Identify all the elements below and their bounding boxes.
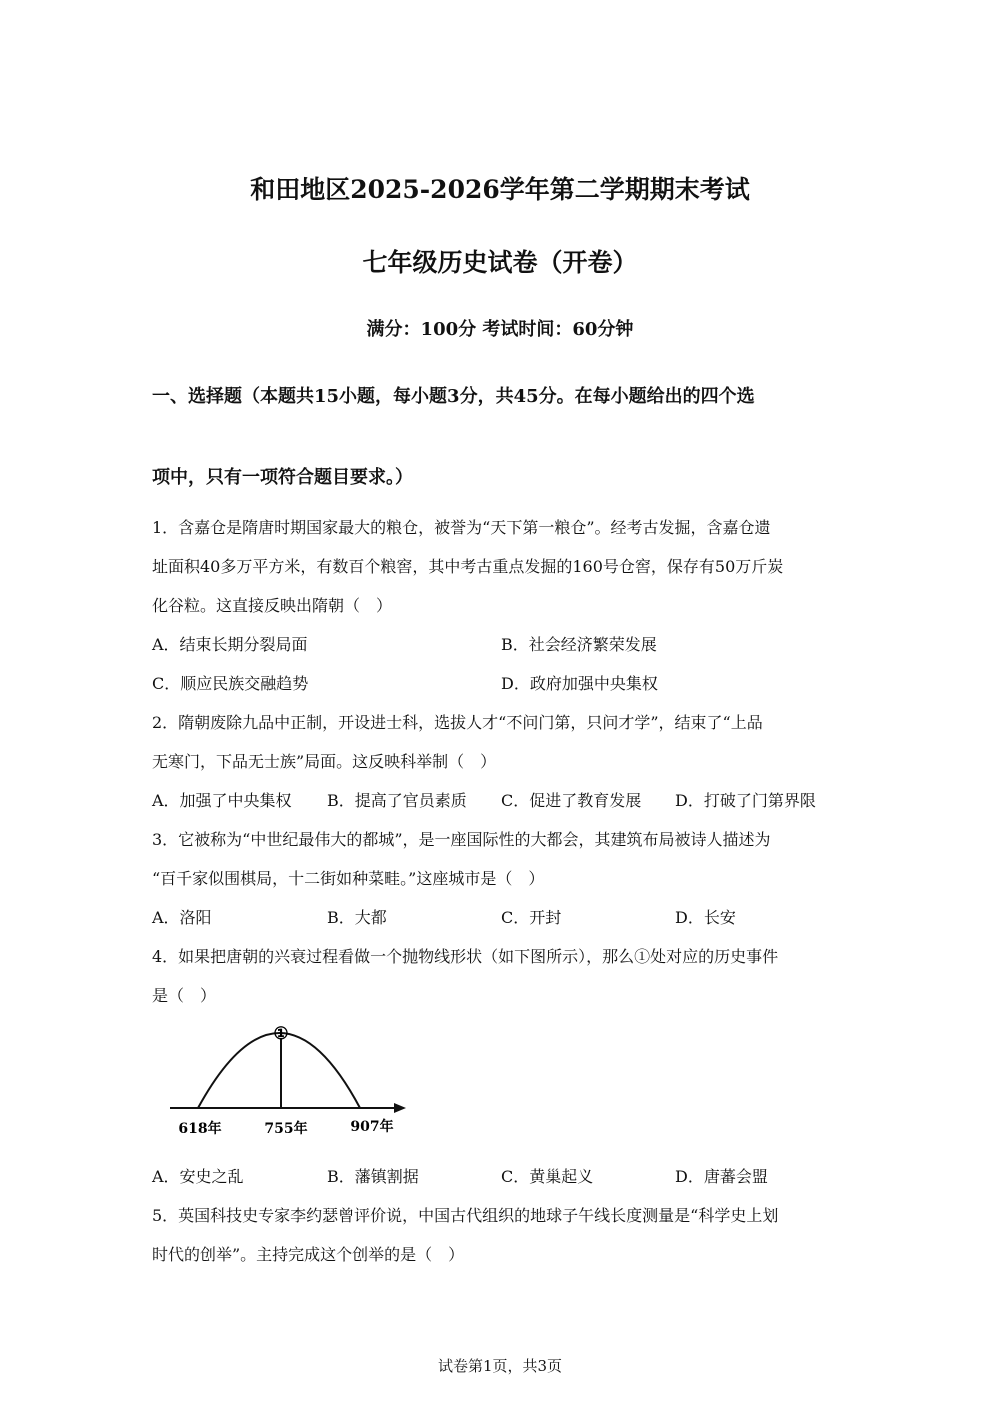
option-d[interactable]: D．唐蕃会盟 [675, 1167, 768, 1186]
score-time-info: 满分：100分 考试时间：60分钟 [366, 319, 634, 340]
page-footer: 试卷第1页，共3页 [437, 1357, 563, 1375]
stem-line: 无寒门，下品无士族”局面。这反映科举制（ ） [152, 752, 497, 771]
stem-line: 化谷粒。这直接反映出隋朝（ ） [152, 596, 393, 615]
option-a[interactable]: A．洛阳 [152, 908, 212, 927]
exam-title: 和田地区2025-2026学年第二学期期末考试 [250, 175, 750, 204]
tang-dynasty-parabola-figure [160, 1018, 420, 1143]
question-5-stem [152, 1196, 852, 1274]
stem-line: 4．如果把唐朝的兴衰过程看做一个抛物线形状（如下图所示），那么①处对应的历史事件 [152, 947, 779, 966]
stem-line: 址面积40多万平方米，有数百个粮窖，其中考古重点发掘的160号仓窖，保存有50万斤炭 [152, 557, 784, 576]
peak-marker: ① [273, 1024, 289, 1044]
option-b[interactable]: B．社会经济繁荣发展 [501, 635, 657, 654]
label-907: 907年 [350, 1119, 394, 1135]
stem-line: 1．含嘉仓是隋唐时期国家最大的粮仓，被誉为“天下第一粮仓”。经考古发掘，含嘉仓遗 [152, 518, 771, 537]
option-a[interactable]: A．加强了中央集权 [152, 791, 292, 810]
option-a[interactable]: A．结束长期分裂局面 [152, 635, 308, 654]
parabola-curve [198, 1033, 360, 1108]
stem-line: “百千家似围棋局，十二街如种菜畦。”这座城市是（ ） [152, 869, 545, 888]
label-618: 618年 [178, 1121, 222, 1137]
option-b[interactable]: B．提高了官员素质 [327, 791, 467, 810]
label-755: 755年 [264, 1121, 308, 1137]
section-heading-line2: 项中，只有一项符合题目要求。） [152, 467, 413, 488]
option-d[interactable]: D．长安 [675, 908, 736, 927]
option-c[interactable]: C．促进了教育发展 [501, 791, 642, 810]
axis-arrow [394, 1103, 406, 1113]
question-2-stem [152, 703, 852, 781]
exam-subtitle: 七年级历史试卷（开卷） [362, 248, 638, 277]
question-1-options-row2 [152, 664, 852, 703]
question-4-options [152, 1157, 852, 1196]
option-c[interactable]: C．顺应民族交融趋势 [152, 674, 309, 693]
question-3-stem [152, 820, 852, 898]
section-heading-line1: 一、选择题（本题共15小题，每小题3分，共45分。在每小题给出的四个选 [152, 386, 755, 407]
stem-line: 时代的创举”。主持完成这个创举的是（ ） [152, 1245, 465, 1264]
option-c[interactable]: C．黄巢起义 [501, 1167, 594, 1186]
stem-line: 是（ ） [152, 986, 217, 1005]
option-b[interactable]: B．大都 [327, 908, 387, 927]
option-a[interactable]: A．安史之乱 [152, 1167, 244, 1186]
question-2-options [152, 781, 852, 820]
question-1-options-row1 [152, 625, 852, 664]
question-1-stem [152, 508, 852, 625]
question-4-stem [152, 937, 852, 1015]
option-b[interactable]: B．藩镇割据 [327, 1167, 419, 1186]
option-d[interactable]: D．政府加强中央集权 [501, 674, 658, 693]
stem-line: 2．隋朝废除九品中正制，开设进士科，选拔人才“不问门第，只问才学”，结束了“上品 [152, 713, 763, 732]
stem-line: 3．它被称为“中世纪最伟大的都城”，是一座国际性的大都会，其建筑布局被诗人描述为 [152, 830, 771, 849]
question-3-options [152, 898, 852, 937]
stem-line: 5．英国科技史专家李约瑟曾评价说，中国古代组织的地球子午线长度测量是“科学史上划 [152, 1206, 779, 1225]
option-d[interactable]: D．打破了门第界限 [675, 791, 816, 810]
option-c[interactable]: C．开封 [501, 908, 562, 927]
